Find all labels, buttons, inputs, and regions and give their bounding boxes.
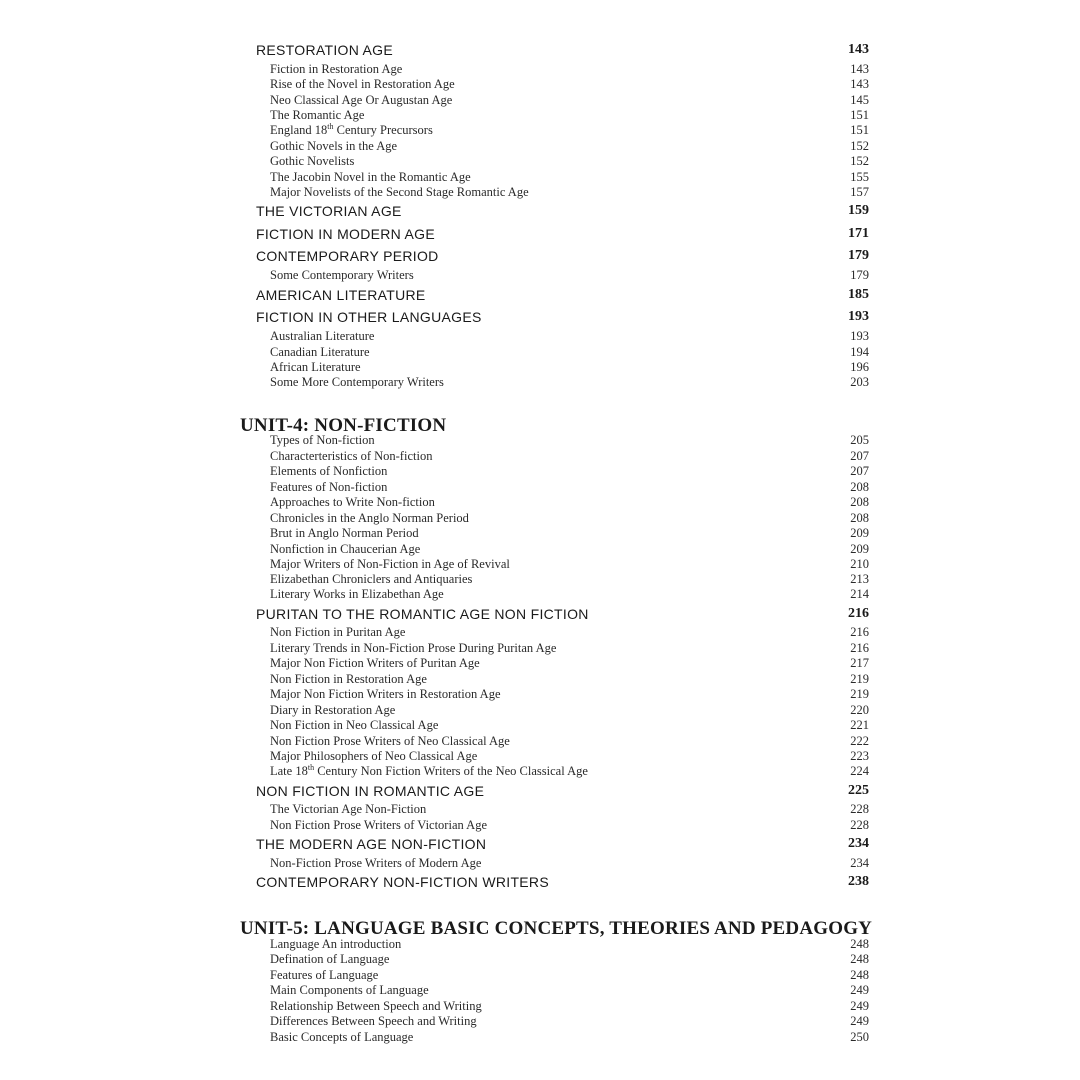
toc-page-number: 214 [850,587,869,601]
toc-entry-title: Language An introduction [270,937,402,951]
toc-page-number: 238 [848,874,869,889]
toc-entry-title: RESTORATION AGE [256,42,394,58]
toc-entry-title: Elements of Nonfiction [270,464,388,478]
toc-page-number: 143 [850,62,869,76]
toc-page-number: 143 [848,42,869,57]
toc-entry-title: Non Fiction Prose Writers of Victorian Age [270,818,488,832]
toc-page-number: 155 [850,170,869,184]
toc-page-number: 219 [850,687,869,701]
toc-page-number: 216 [850,625,869,639]
toc-entry-title: Neo Classical Age Or Augustan Age [270,93,453,107]
toc-entry-title: Main Components of Language [270,983,429,997]
toc-entry-title: Major Novelists of the Second Stage Romantic Age [270,185,529,199]
toc-page-number: 224 [850,764,869,778]
toc-page-number: 196 [850,360,869,374]
toc-page-number: 151 [850,123,869,137]
toc-page-number: 248 [850,952,869,966]
toc-entry-title: FICTION IN MODERN AGE [256,226,435,242]
toc-entry-title: Types of Non-fiction [270,433,375,447]
toc-entry-title: THE MODERN AGE NON-FICTION [256,836,487,852]
toc-entry-title: Differences Between Speech and Writing [270,1014,477,1028]
toc-entry-title: Non Fiction Prose Writers of Neo Classical Age [270,734,510,748]
toc-page-number: 216 [850,641,869,655]
toc-entry-title: Non Fiction in Neo Classical Age [270,718,439,732]
toc-page-number: 193 [848,309,869,324]
toc-page-number: 248 [850,937,869,951]
toc-entry-title: Non Fiction in Restoration Age [270,672,427,686]
toc-page-number: 157 [850,185,869,199]
toc-page-number: 223 [850,749,869,763]
toc-entry-title: Rise of the Novel in Restoration Age [270,77,455,91]
toc-page-number: 207 [850,449,869,463]
toc-page-number: 210 [850,557,869,571]
toc-entry-title: Major Writers of Non-Fiction in Age of Revival [270,557,510,571]
toc-page-number: 152 [850,154,869,168]
toc-page-number: 234 [848,836,869,851]
toc-entry-title: Some Contemporary Writers [270,268,414,282]
toc-entry-title: CONTEMPORARY NON-FICTION WRITERS [256,874,549,890]
toc-entry-title: Literary Works in Elizabethan Age [270,587,444,601]
toc-entry-title: Gothic Novels in the Age [270,139,398,153]
toc-page-number: 213 [850,572,869,586]
toc-page-number: 222 [850,734,869,748]
toc-page-number: 228 [850,818,869,832]
toc-entry-title: CONTEMPORARY PERIOD [256,248,439,264]
toc-page-number: 228 [850,802,869,816]
toc-entry-title: Gothic Novelists [270,154,355,168]
toc-page-number: 220 [850,703,869,717]
toc-entry-title: UNIT-4: NON-FICTION [240,415,447,436]
toc-entry-title: Defination of Language [270,952,390,966]
toc-page-number: 143 [850,77,869,91]
toc-entry-title: Canadian Literature [270,345,370,359]
toc-page-number: 185 [848,287,869,302]
toc-entry-title: UNIT-5: LANGUAGE BASIC CONCEPTS, THEORIES AND PEDAGOGY [240,918,873,939]
toc-entry-title: England 18th Century Precursors [270,121,433,137]
toc-page-number: 249 [850,999,869,1013]
toc-page-number: 209 [850,526,869,540]
toc-page-number: 151 [850,108,869,122]
toc-entry-title: NON FICTION IN ROMANTIC AGE [256,783,485,799]
toc-page-number: 207 [850,464,869,478]
toc-page-number: 216 [848,606,869,621]
toc-entry-title: Late 18th Century Non Fiction Writers of the Neo Classical Age [270,762,588,778]
toc-page-number: 208 [850,495,869,509]
toc-page-number: 194 [850,345,869,359]
toc-entry-title: Some More Contemporary Writers [270,375,444,389]
toc-page-number: 209 [850,542,869,556]
toc-entry-title: Non Fiction in Puritan Age [270,625,406,639]
toc-page-number: 234 [850,856,869,870]
toc-entry-title: THE VICTORIAN AGE [256,203,402,219]
toc-entry-title: AMERICAN LITERATURE [256,287,426,303]
toc-entry-title: Major Non Fiction Writers in Restoration Age [270,687,501,701]
toc-entry-title: Features of Language [270,968,379,982]
toc-entry-title: Features of Non-fiction [270,480,388,494]
toc-entry-title: Australian Literature [270,329,375,343]
toc-page-number: 225 [848,783,869,798]
toc-entry-title: The Jacobin Novel in the Romantic Age [270,170,471,184]
toc-page-number: 179 [848,248,869,263]
toc-entry-title: The Victorian Age Non-Fiction [270,802,427,816]
toc-page-number: 171 [848,226,869,241]
toc-page-number: 179 [850,268,869,282]
toc-entry-title: Relationship Between Speech and Writing [270,999,482,1013]
toc-page-number: 145 [850,93,869,107]
toc-entry-title: Major Non Fiction Writers of Puritan Age [270,656,480,670]
toc-entry-title: Diary in Restoration Age [270,703,396,717]
toc-page-number: 249 [850,983,869,997]
toc-entry-title: Nonfiction in Chaucerian Age [270,542,421,556]
toc-entry-title: Approaches to Write Non-fiction [270,495,435,509]
toc-page-number: 248 [850,968,869,982]
toc-entry-title: Chronicles in the Anglo Norman Period [270,511,469,525]
toc-page-number: 217 [850,656,869,670]
toc-page-number: 152 [850,139,869,153]
toc-entry-title: The Romantic Age [270,108,365,122]
toc-entry-title: Fiction in Restoration Age [270,62,403,76]
toc-page-number: 203 [850,375,869,389]
toc-page-number: 208 [850,480,869,494]
toc-entry-title: Literary Trends in Non-Fiction Prose During Puritan Age [270,641,557,655]
toc-entry-title: African Literature [270,360,361,374]
toc-page-number: 193 [850,329,869,343]
toc-page-number: 219 [850,672,869,686]
toc-page-number: 159 [848,203,869,218]
toc-entry-title: FICTION IN OTHER LANGUAGES [256,309,482,325]
toc-entry-title: Non-Fiction Prose Writers of Modern Age [270,856,482,870]
toc-entry-title: Basic Concepts of Language [270,1030,414,1044]
toc-page-number: 208 [850,511,869,525]
toc-entry-title: Brut in Anglo Norman Period [270,526,419,540]
toc-page-number: 249 [850,1014,869,1028]
toc-page-number: 221 [850,718,869,732]
toc-entry-title: Elizabethan Chroniclers and Antiquaries [270,572,473,586]
toc-page-number: 205 [850,433,869,447]
toc-entry-title: PURITAN TO THE ROMANTIC AGE NON FICTION [256,606,589,622]
toc-entry-title: Characterteristics of Non-fiction [270,449,433,463]
toc-entry-title: Major Philosophers of Neo Classical Age [270,749,478,763]
toc-page-number: 250 [850,1030,869,1044]
